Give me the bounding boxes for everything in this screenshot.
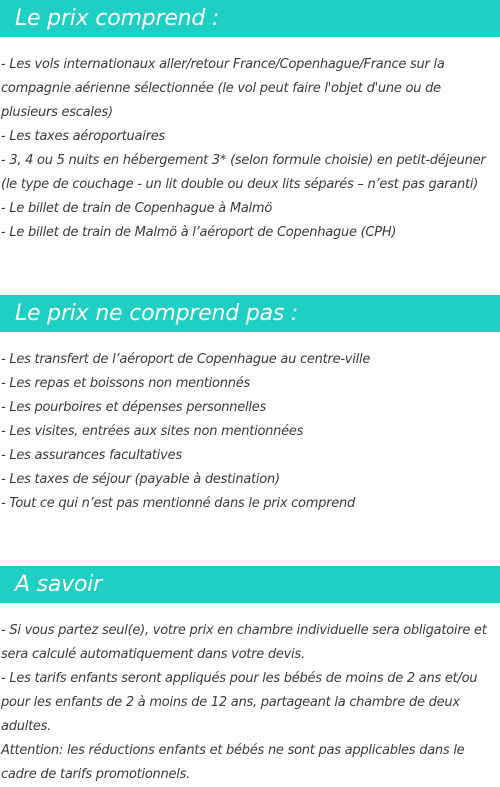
list-item: - Le billet de train de Copenhague à Malmö (1, 201, 273, 216)
section-header (0, 566, 500, 603)
list-item: - Les vols internationaux aller/retour France/Copenhague/France sur la compagnie aérienne sélectionnée (le vol peut faire l'objet d'une ou de plusieurs escales) (1, 57, 445, 120)
section-price-includes (0, 0, 500, 245)
list-item: - Les taxes aéroportuaires (1, 129, 165, 144)
list-item: - Les repas et boissons non mentionnés (1, 376, 251, 391)
section-title: Le prix ne comprend pas : (15, 300, 299, 326)
list-item: - Les taxes de séjour (payable à destination) (1, 472, 280, 487)
section-header (0, 0, 500, 37)
list-item: - Les transfert de l’aéroport de Copenhague au centre-ville (1, 352, 371, 367)
section-body (0, 348, 500, 516)
section-header (0, 295, 500, 332)
list-item: - Le billet de train de Malmö à l’aéroport de Copenhague (CPH) (1, 225, 397, 240)
section-body (0, 53, 500, 245)
list-item: Attention: les réductions enfants et bébés ne sont pas applicables dans le cadre de tarifs promotionnels. (1, 743, 465, 782)
section-title: A savoir (15, 571, 103, 597)
list-item: - Les visites, entrées aux sites non mentionnées (1, 424, 304, 439)
list-item: - Tout ce qui n’est pas mentionné dans le prix comprend (1, 496, 356, 511)
section-price-excludes (0, 295, 500, 516)
list-item: - Les assurances facultatives (1, 448, 182, 463)
list-item: - Les tarifs enfants seront appliqués pour les bébés de moins de 2 ans et/ou pour les enfants de 2 à moins de 12 ans, partageant la chambre de deux adultes. (1, 671, 478, 734)
section-title: Le prix comprend : (15, 5, 220, 31)
list-item: - Les pourboires et dépenses personnelles (1, 400, 267, 415)
section-body (0, 619, 500, 787)
section-good-to-know (0, 566, 500, 787)
list-item: - Si vous partez seul(e), votre prix en chambre individuelle sera obligatoire et sera calculé automatiquement dans votre devis. (1, 623, 487, 662)
list-item: - 3, 4 ou 5 nuits en hébergement 3* (selon formule choisie) en petit-déjeuner (le type de couchage - un lit double ou deux lits séparés – n’est pas garanti) (1, 153, 486, 192)
